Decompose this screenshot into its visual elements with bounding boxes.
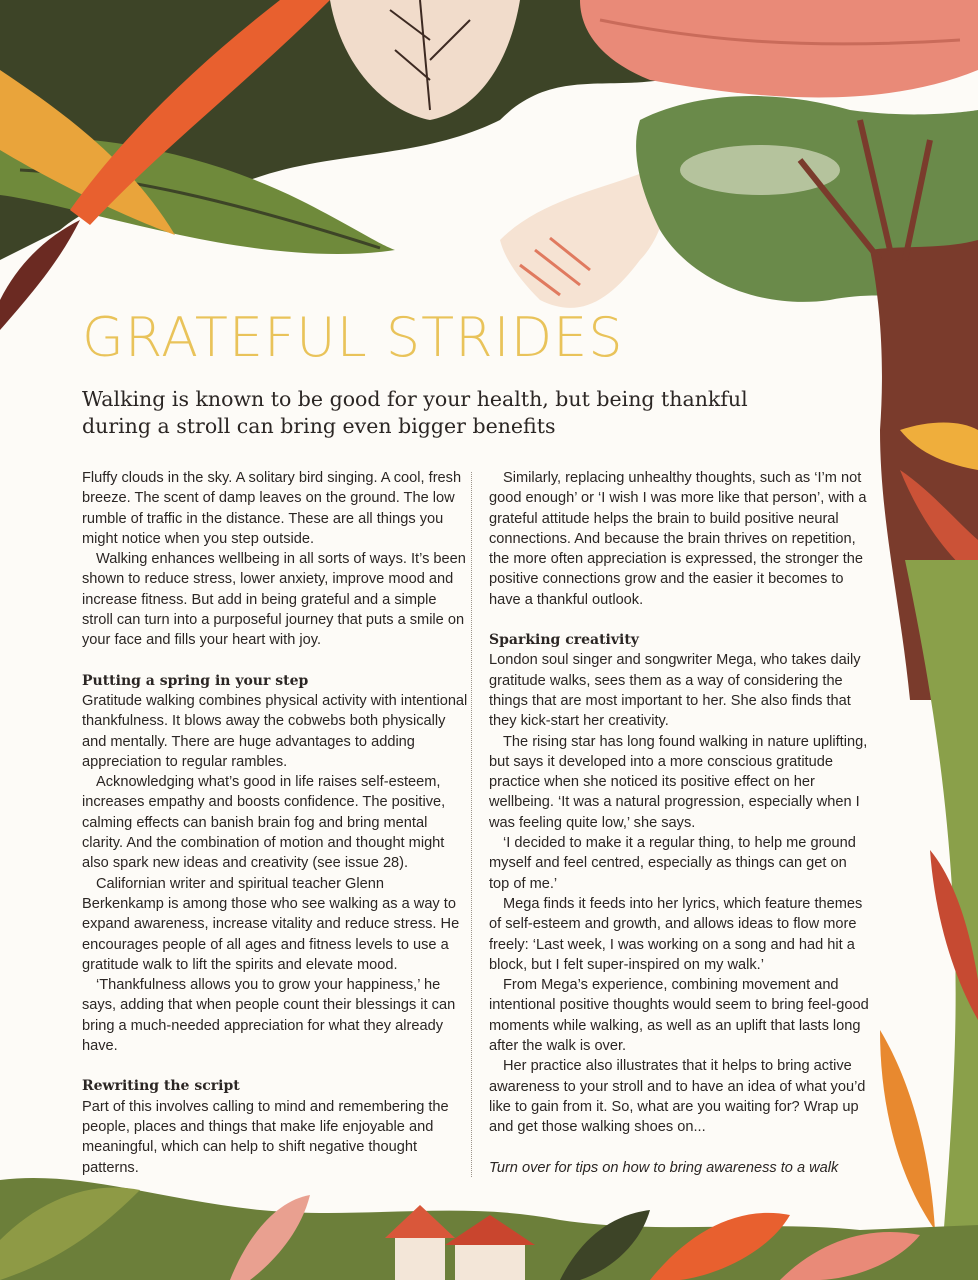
right-column	[489, 468, 869, 1178]
article-title: GRATEFUL STRIDES	[82, 306, 624, 369]
pink-leaf-top-right	[580, 0, 978, 98]
glove-hand	[500, 170, 665, 308]
paragraph: Walking enhances wellbeing in all sorts of ways. It’s been shown to reduce stress, lower anxiety, improve mood and increase fitness. But add in being grateful and a simple stroll can turn into a purposeful journey that puts a smile on your face and fills your heart with joy.	[82, 551, 466, 649]
paragraph: Gratitude walking combines physical activity with intentional thankfulness. It blows away the cobwebs both physically and mentally. There are huge advantages to adding appreciation to regular rambles.	[82, 692, 468, 770]
continuation-caption: Turn over for tips on how to bring awareness to a walk	[489, 1159, 839, 1176]
paragraph: From Mega’s experience, combining movement and intentional positive thoughts would seem to bring feel-good moments while walking, as well as an uplift that lasts long after the walk is over.	[489, 977, 869, 1055]
paragraph: Acknowledging what’s good in life raises self-esteem, increases empathy and boosts confidence. The positive, calming effects can banish brain fog and bring mental clarity. And the combination of motion and thought might also spark new ideas and creativity (see issue 28).	[82, 774, 446, 872]
section-heading: Rewriting the script	[82, 1078, 240, 1095]
paragraph: Similarly, replacing unhealthy thoughts, such as ‘I’m not good enough’ or ‘I wish I was more like that person’, with a grateful attitude helps the brain to build positive neural connections. And because the brain thrives on repetition, the more often appreciation is expressed, the stronger the positive connections grow and the easier it becomes to have a thankful outlook.	[489, 470, 867, 608]
paragraph: Part of this involves calling to mind and remembering the people, places and things that make life enjoyable and meaningful, which can help to shift negative thought patterns.	[82, 1098, 449, 1176]
left-column	[82, 468, 468, 1178]
article-standfirst: Walking is known to be good for your health, but being thankful during a stroll can bring even bigger benefits	[82, 387, 748, 438]
paragraph: ‘I decided to make it a regular thing, to help me ground myself and feel centred, especially as things can get on top of me.’	[489, 835, 856, 892]
column-divider	[471, 472, 472, 1177]
paragraph: Californian writer and spiritual teacher Glenn Berkenkamp is among those who see walking as a way to expand awareness, increase vitality and reduce stress. He encourages people of all ages and fitness levels to use a gratitude walk to lift the spirits and elevate mood.	[82, 875, 460, 973]
orange-leaf-right	[880, 1030, 935, 1230]
paragraph: The rising star has long found walking in nature uplifting, but says it developed into a more conscious gratitude practice when she noticed its positive effect on her wellbeing. ‘It was a natural progression, especially when I was feeling quite low,’ she says.	[489, 733, 868, 831]
section-heading: Sparking creativity	[489, 632, 639, 649]
house-right	[455, 1240, 525, 1280]
section-heading: Putting a spring in your step	[82, 672, 309, 689]
paragraph: Mega finds it feeds into her lyrics, which feature themes of self-esteem and growth, and allows ideas to flow more freely: ‘Last week, I was working on a song and had hit a block, but I felt super-inspired on my walk.’	[489, 895, 863, 973]
paragraph: Her practice also illustrates that it helps to bring active awareness to your stroll and to have an idea of what you’d like to gain from it. So, what are you waiting for? Wrap up and get those walking shoes on...	[489, 1058, 866, 1136]
paragraph: ‘Thankfulness allows you to grow your happiness,’ he says, adding that when people count their blessings it can bring a much-needed appreciation for what they already have.	[82, 977, 456, 1055]
paragraph: London soul singer and songwriter Mega, who takes daily gratitude walks, sees them as a way of considering the things that are most important to her. She also finds that they kick-start her creativity.	[489, 652, 861, 730]
paragraph: Fluffy clouds in the sky. A solitary bird singing. A cool, fresh breeze. The scent of damp leaves on the ground. The low rumble of traffic in the distance. These are all things you might notice when you step outside.	[82, 470, 462, 547]
house-left	[395, 1235, 445, 1280]
